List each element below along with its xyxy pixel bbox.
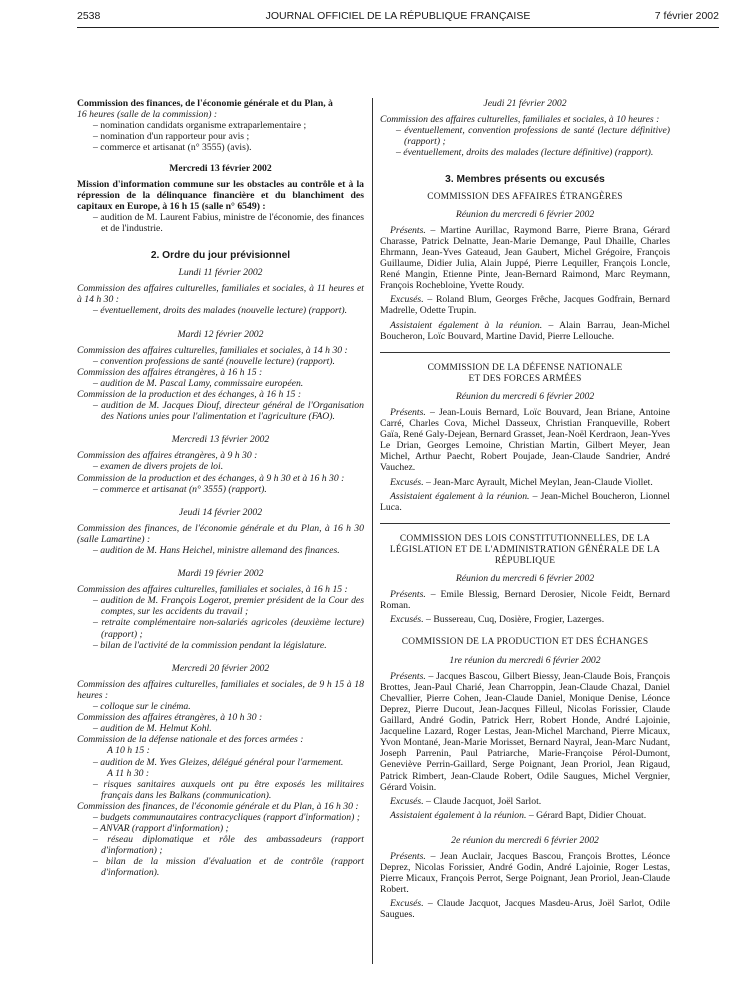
commission-title: COMMISSION DES LOIS CONSTITUTIONNELLES, DE LA LÉGISLATION ET DE L'ADMINISTRATION GÉNÉRALE DE LA RÉPUBLIQUE bbox=[389, 533, 661, 566]
commission: Commission de la défense nationale et des forces armées : bbox=[77, 734, 304, 746]
agenda-item: – réseau diplomatique et rôle des ambassadeurs (rapport d'information) ; bbox=[93, 834, 364, 857]
date-heading: Mardi 19 février 2002 bbox=[177, 568, 264, 580]
agenda-item: – risques sanitaires auxquels ont pu être exposés les militaires français dans les Balkans (communication). bbox=[93, 778, 364, 801]
excuses-list: – Claude Jacquot, Jacques Masdeu-Arus, Joël Sarlot, Odile Saugues. bbox=[380, 898, 670, 921]
section-2-title: 2. Ordre du jour prévisionnel bbox=[150, 250, 291, 262]
reunion-heading: Réunion du mercredi 6 février 2002 bbox=[455, 208, 595, 220]
agenda-item: – bilan de la mission d'évaluation et de contrôle (rapport d'information). bbox=[93, 856, 364, 879]
excuses-list: – Bussereau, Cuq, Dosière, Frogier, Lazerges. bbox=[423, 614, 605, 626]
date-heading: Mercredi 13 février 2002 bbox=[171, 434, 270, 446]
presents-label: Présents. bbox=[390, 406, 426, 418]
assist-list: – Alain Barrau, Jean-Michel Boucheron, Loïc Bouvard, Martine David, Pierre Lellouche. bbox=[380, 319, 670, 342]
left-column bbox=[77, 98, 364, 879]
presents-list: – Jacques Bascou, Gilbert Biessy, Jean-Claude Bois, François Brottes, Jean-Paul Charié, Jean Charroppin, Jean-Claude Chazal, Daniel Chevallier, Pierre Cohen, Jean-Claude Daniel, Monique Denise, Léonce Deprez, Pierre Ducout, Jean-Jacques Filleul, Nicolas Forissier, Claude Gaillard, André Godin, Patrick Herr, Robert Honde, André Lajoinie, Jacqueline Lazard, Roger Lestas, Jean-Michel Marchand, Pierre Micaux, Yvon Montané, Jean-Marie Morisset, Bernard Nayral, Jean-Marc Nudant, Joseph Parrenin, Paul Patriarche, Marie-Françoise Pérol-Dumont, Geneviève Perrin-Gaillard, Serge Poignant, Jean Proriol, Jean Rigaud, Patrick Rimbert, Jean-Claude Robert, Odile Saugues, Michel Vergnier, Gérard Voisin. bbox=[380, 670, 670, 793]
mission-item: – audition de M. Laurent Fabius, ministre de l'économie, des finances et de l'industrie. bbox=[93, 211, 364, 234]
excuses-label: Excusés. bbox=[390, 614, 424, 626]
assist-list: – Gérard Bapt, Didier Chouat. bbox=[526, 809, 647, 821]
date-heading: Jeudi 14 février 2002 bbox=[178, 506, 263, 518]
agenda-item: – audition de M. Pascal Lamy, commissaire européen. bbox=[93, 377, 304, 389]
assist-label: Assistaient également à la réunion. bbox=[390, 319, 543, 331]
time-label: A 10 h 15 : bbox=[107, 745, 150, 757]
agenda-item: – audition de M. François Logerot, premier président de la Cour des comptes, sur les accidents du travail ; bbox=[93, 595, 364, 618]
presents-list: – Martine Aurillac, Raymond Barre, Pierre Brana, Gérard Charasse, Patrick Delnatte, Jean-Marie Demange, Paul Dhaille, Charles Ehrmann, Jean-Yves Gateaud, Jean Gaubert, Michel Grégoire, François Guillaume, Didier Julia, Alain Juppé, Pierre Lequiller, François Loncle, René Mangin, Etienne Pinte, Jean-Bernard Raimond, Marc Reymann, François Rochebloine, Yvette Roudy. bbox=[380, 224, 670, 292]
header-rule bbox=[77, 27, 719, 28]
separator bbox=[380, 352, 670, 353]
agenda-item: – examen de divers projets de loi. bbox=[93, 461, 224, 473]
commission: Commission des affaires culturelles, familiales et sociales, de 9 h 15 à 18 heures : bbox=[77, 678, 364, 701]
presents-label: Présents. bbox=[390, 589, 426, 601]
agenda-item: – ANVAR (rapport d'information) ; bbox=[93, 823, 229, 835]
commission: Commission des affaires culturelles, familiales et sociales, à 11 heures et à 14 h 30 : bbox=[77, 283, 364, 306]
commission: Commission des affaires culturelles, familiales et sociales, à 14 h 30 : bbox=[77, 344, 348, 356]
column-divider bbox=[372, 98, 373, 964]
presents-list: – Jean-Louis Bernard, Loïc Bouvard, Jean Briane, Antoine Carré, Charles Cova, Michel Dasseux, Christian Franqueville, Robert Gaïa, René Galy-Dejean, Bernard Grasset, Jean-Noël Kerdraon, Jean-Yves Le Drian, Georges Lemoine, Christian Martin, Gilbert Meyer, Jean Michel, Arthur Paecht, Robert Poujade, Jean-Claude Sandrier, André Vauchez. bbox=[380, 406, 670, 474]
agenda-item: – colloque sur le cinéma. bbox=[93, 701, 191, 713]
presents-list: – Emile Blessig, Bernard Derosier, Nicole Feidt, Bernard Roman. bbox=[380, 589, 670, 612]
assist-label: Assistaient également à la réunion. bbox=[390, 809, 527, 821]
agenda-item: – éventuellement, droits des malades (lecture définitive) (rapport). bbox=[396, 147, 654, 159]
commission: Commission des finances, de l'économie générale et du Plan, à 16 h 30 : bbox=[77, 800, 359, 812]
reunion-heading: 2e réunion du mercredi 6 février 2002 bbox=[451, 834, 599, 846]
agenda-item: – éventuellement, droits des malades (nouvelle lecture) (rapport). bbox=[93, 305, 348, 317]
agenda-item: – retraite complémentaire non-salariés agricoles (deuxième lecture) (rapport) ; bbox=[93, 617, 364, 640]
assist-label: Assistaient également à la réunion. bbox=[390, 490, 530, 502]
commission: Commission de la production et des échanges, à 9 h 30 et à 16 h 30 : bbox=[77, 472, 345, 484]
page-header bbox=[77, 10, 719, 26]
commission: Commission des affaires culturelles, familiales et sociales, à 10 heures : bbox=[380, 114, 660, 126]
issue-date: 7 février 2002 bbox=[654, 10, 719, 22]
reunion-heading: 1re réunion du mercredi 6 février 2002 bbox=[449, 654, 601, 666]
agenda-item: – convention professions de santé (nouvelle lecture) (rapport). bbox=[93, 355, 335, 367]
commission-title: COMMISSION DE LA DÉFENSE NATIONALE bbox=[427, 362, 623, 373]
commission: Commission des finances, de l'économie générale et du Plan, à 16 h 30 (salle Lamartine) : bbox=[77, 522, 364, 545]
agenda-item: – éventuellement, convention professions de santé (lecture définitive) (rapport) ; bbox=[396, 125, 670, 148]
commission-title: COMMISSION DE LA PRODUCTION ET DES ÉCHANGES bbox=[401, 637, 649, 648]
section-3-title: 3. Membres présents ou excusés bbox=[445, 174, 605, 186]
excuses-label: Excusés. bbox=[390, 476, 424, 488]
excuses-list: – Jean-Marc Ayrault, Michel Meylan, Jean-Claude Viollet. bbox=[423, 476, 653, 488]
agenda-item: – audition de M. Hans Heichel, ministre allemand des finances. bbox=[93, 545, 340, 556]
commission: Commission des affaires étrangères, à 16 h 15 : bbox=[77, 366, 263, 378]
excuses-label: Excusés. bbox=[390, 898, 424, 910]
agenda-item: – bilan de l'activité de la commission pendant la législature. bbox=[93, 639, 327, 651]
right-column bbox=[380, 98, 670, 921]
excuses-label: Excusés. bbox=[390, 795, 424, 807]
commission-title: ET DES FORCES ARMÉES bbox=[468, 373, 582, 384]
reunion-heading: Réunion du mercredi 6 février 2002 bbox=[455, 573, 595, 585]
agenda-item: – budgets communautaires contracycliques (rapport d'information) ; bbox=[93, 811, 361, 823]
presents-label: Présents. bbox=[390, 224, 426, 236]
date-heading: Lundi 11 février 2002 bbox=[178, 267, 263, 279]
date-heading: Jeudi 21 février 2002 bbox=[483, 98, 567, 109]
presents-label: Présents. bbox=[390, 670, 426, 682]
agenda-item: – audition de M. Jacques Diouf, directeur général de l'Organisation des Nations unies pour l'alimentation et l'agriculture (FAO). bbox=[93, 400, 364, 423]
date-heading: Mercredi 20 février 2002 bbox=[171, 662, 270, 674]
commission: Commission des affaires étrangères, à 9 h 30 : bbox=[77, 450, 258, 462]
assist-list: – Jean-Michel Boucheron, Lionnel Luca. bbox=[380, 490, 670, 513]
mission-title: Mission d'information commune sur les obstacles au contrôle et à la répression de la délinquance financière et du blanchiment des capitaux en Europe, à 16 h 15 (salle n° 6549) : bbox=[77, 178, 364, 212]
commission: Commission des affaires culturelles, familiales et sociales, à 16 h 15 : bbox=[77, 584, 348, 596]
excuses-label: Excusés. bbox=[390, 294, 424, 306]
agenda-item: – audition de M. Helmut Kohl. bbox=[93, 723, 212, 735]
presents-label: Présents. bbox=[390, 850, 426, 862]
reunion-heading: Réunion du mercredi 6 février 2002 bbox=[455, 390, 595, 402]
page-number: 2538 bbox=[77, 10, 101, 22]
commission-title: COMMISSION DES AFFAIRES ÉTRANGÈRES bbox=[427, 191, 623, 202]
c1-item: – commerce et artisanat (n° 3555) (avis). bbox=[93, 142, 252, 154]
date-heading: Mardi 12 février 2002 bbox=[177, 328, 264, 340]
excuses-list: – Roland Blum, Georges Frêche, Jacques Godfrain, Bernard Madrelle, Odette Trupin. bbox=[380, 294, 670, 317]
separator bbox=[380, 523, 670, 524]
commission: Commission des affaires étrangères, à 10 h 30 : bbox=[77, 712, 263, 724]
c1-item: – nomination d'un rapporteur pour avis ; bbox=[93, 131, 250, 143]
commission: Commission de la production et des échanges, à 16 h 15 : bbox=[77, 388, 302, 400]
c1-title: Commission des finances, de l'économie générale et du Plan, à bbox=[77, 98, 333, 109]
time-label: A 11 h 30 : bbox=[107, 767, 150, 779]
date-heading: Mercredi 13 février 2002 bbox=[169, 163, 272, 175]
c1-item: – nomination candidats organisme extraparlementaire ; bbox=[93, 120, 307, 132]
journal-title: JOURNAL OFFICIEL DE LA RÉPUBLIQUE FRANÇAISE bbox=[265, 10, 531, 22]
excuses-list: – Claude Jacquot, Joël Sarlot. bbox=[423, 795, 542, 807]
agenda-item: – audition de M. Yves Gleizes, délégué général pour l'armement. bbox=[93, 756, 344, 768]
c1-title2: 16 heures (salle de la commission) : bbox=[77, 109, 218, 121]
presents-list: – Jean Auclair, Jacques Bascou, François Brottes, Léonce Deprez, Nicolas Forissier, André Godin, André Lajoinie, Roger Lestas, Pierre Micaux, François Perrot, Serge Poignant, Jean Proriol, Jean-Claude Robert. bbox=[380, 850, 670, 896]
agenda-item: – commerce et artisanat (n° 3555) (rapport). bbox=[93, 483, 267, 495]
